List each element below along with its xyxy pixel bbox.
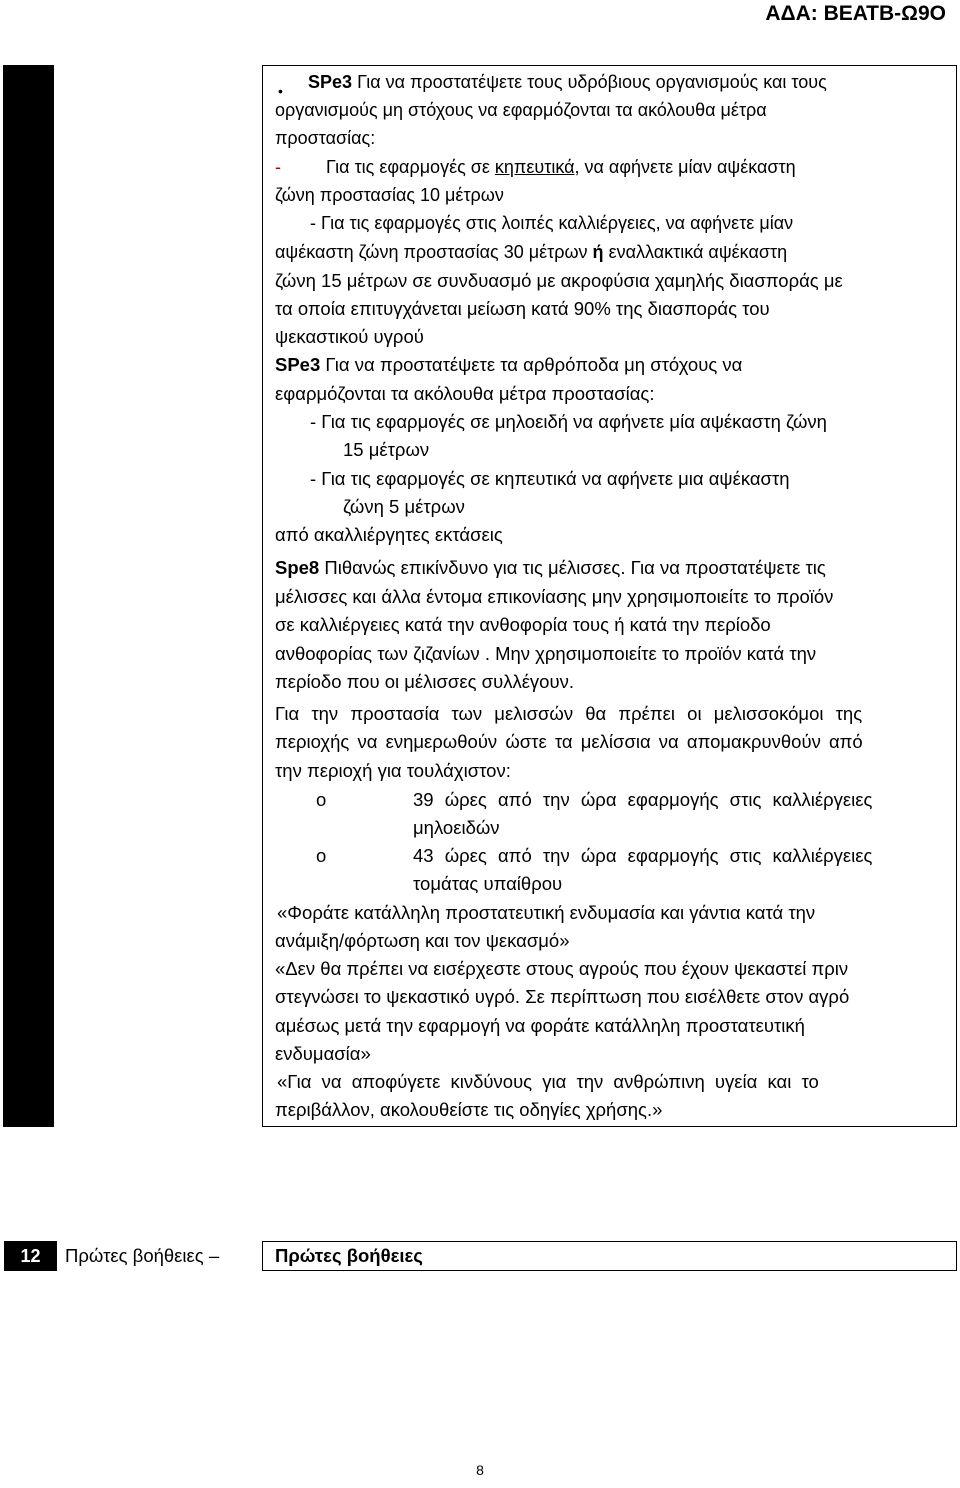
text-line: ενδυμασία» [275, 1043, 371, 1064]
text-line: ψεκαστικού υγρού [275, 326, 424, 347]
text-line: εφαρμόζονται τα ακόλουθα μέτρα προστασίας: [275, 383, 655, 404]
text-line: τα οποία επιτυγχάνεται μείωση κατά 90% της διασποράς του [275, 298, 770, 319]
text-line: «Φοράτε κατάλληλη προστατευτική ενδυμασία και γάντια κατά την [277, 902, 816, 923]
text-line: ανθοφορίας των ζιζανίων . Μην χρησιμοποιείτε το προϊόν κατά την [275, 643, 817, 664]
text-line: - Για τις εφαρμογές σε κηπευτικά να αφήνετε μια αψέκαστη [310, 468, 790, 489]
text-line: μέλισσες και άλλα έντομα επικονίασης μην χρησιμοποιείτε το προϊόν [275, 586, 834, 607]
section-row [0, 1241, 960, 1271]
text-line: «Δεν θα πρέπει να εισέρχεστε στους αγρούς που έχουν ψεκαστεί πριν [275, 958, 849, 979]
text-line: - Για τις εφαρμογές σε μηλοειδή να αφήνετε μία αψέκαστη ζώνη [310, 411, 827, 432]
text-line: αμέσως μετά την εφαρμογή να φοράτε κατάλληλη προστατευτική [275, 1015, 805, 1036]
section-value: Πρώτες βοήθειες [275, 1245, 423, 1266]
left-black-column [3, 65, 54, 1127]
circle-bullet-icon: o [316, 789, 327, 810]
circle-bullet-icon: o [316, 845, 327, 866]
text-line: περιβάλλον, ακολουθείστε τις οδηγίες χρήσης.» [275, 1099, 663, 1120]
ada-code: ΑΔΑ: ΒΕΑΤΒ-Ω9Ο [765, 2, 946, 25]
text-line: 15 μέτρων [343, 439, 430, 460]
text-line: ζώνη προστασίας 10 μέτρων [275, 185, 504, 205]
text-line: ανάμιξη/φόρτωση και τον ψεκασμό» [275, 930, 570, 951]
text-line: ζώνη 15 μέτρων σε συνδυασμό με ακροφύσια χαμηλής διασποράς με [275, 270, 843, 291]
text-line: από ακαλλιέργητες εκτάσεις [275, 524, 503, 545]
text-line: Spe8 Πιθανώς επικίνδυνο για τις μέλισσες. Για να προστατέψετε τις [275, 557, 826, 578]
text-line: Για την προστασία των μελισσών θα πρέπει οι μελισσοκόμοι της [275, 703, 863, 724]
section-label: Πρώτες βοήθειες – [65, 1245, 220, 1266]
underlined-text: κηπευτικά [494, 157, 575, 177]
text-line: προστασίας: [275, 128, 376, 148]
section-number: 12 [4, 1241, 57, 1271]
text-line: - Για τις εφαρμογές στις λοιπές καλλιέργειες, να αφήνετε μίαν [310, 213, 794, 233]
text-line: 39 ώρες από την ώρα εφαρμογής στις καλλιέργειες [413, 789, 873, 810]
page-number: 8 [476, 1462, 484, 1478]
bullet-icon: • [278, 83, 283, 99]
text-line: - Για τις εφαρμογές σε κηπευτικά, να αφήνετε μίαν αψέκαστη [275, 157, 796, 177]
text-line: περίοδο που οι μέλισσες συλλέγουν. [275, 671, 574, 692]
text-line: οργανισμούς μη στόχους να εφαρμόζονται τα ακόλουθα μέτρα [275, 100, 767, 120]
text-line: αψέκαστη ζώνη προστασίας 30 μέτρων ή εναλλακτικά αψέκαστη [275, 242, 788, 262]
text-line: 43 ώρες από την ώρα εφαρμογής στις καλλιέργειες [413, 845, 873, 866]
text-line: SPe3 Για να προστατέψετε τα αρθρόποδα μη στόχους να [275, 354, 743, 375]
text-line: μηλοειδών [413, 817, 500, 838]
text-line: «Για να αποφύγετε κινδύνους για την ανθρώπινη υγεία και το [277, 1071, 819, 1092]
text-line: SPe3 Για να προστατέψετε τους υδρόβιους οργανισμούς και τους [308, 72, 827, 92]
text-line: ζώνη 5 μέτρων [343, 496, 465, 517]
text-line: περιοχής να ενημερωθούν ώστε τα μελίσσια να απομακρυνθούν από [275, 731, 863, 752]
text-line: σε καλλιέργειες κατά την ανθοφορία τους ή κατά την περίοδο [275, 614, 771, 635]
text-line: τομάτας υπαίθρου [413, 873, 563, 894]
text-line: την περιοχή για τουλάχιστον: [275, 760, 511, 781]
text-line: στεγνώσει το ψεκαστικό υγρό. Σε περίπτωση που εισέλθετε στον αγρό [275, 986, 850, 1007]
section-value-box [262, 1241, 957, 1271]
